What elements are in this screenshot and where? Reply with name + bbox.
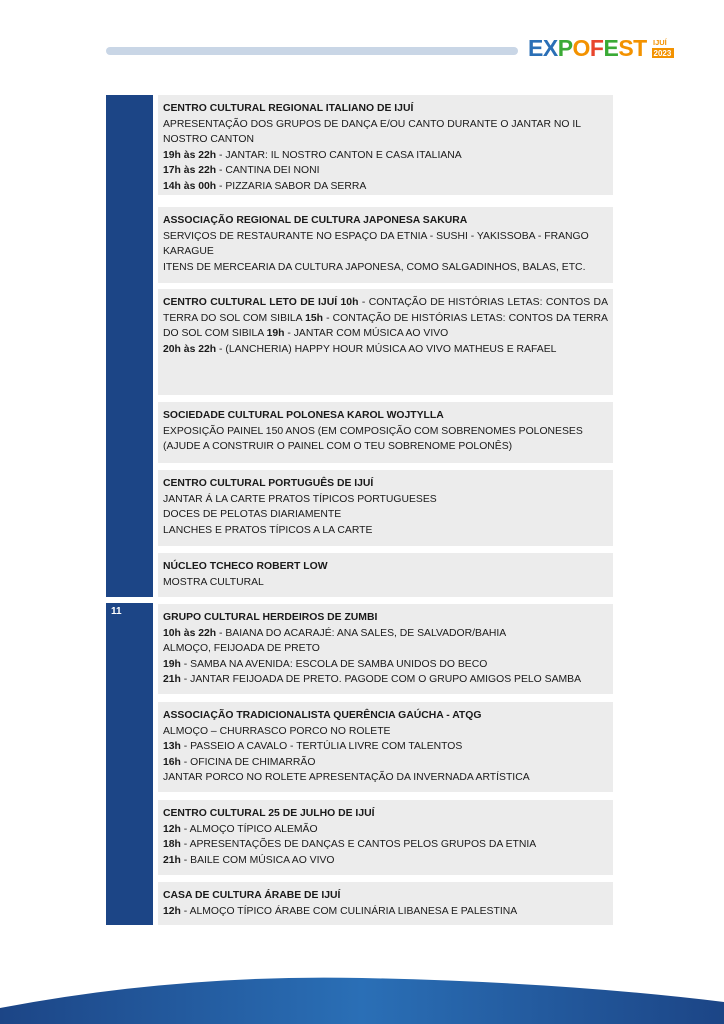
event-title: GRUPO CULTURAL HERDEIROS DE ZUMBI [163,612,378,623]
event-item [163,904,608,920]
event-time: 14h às 00h [163,180,217,192]
event-text: MOSTRA CULTURAL [163,576,264,588]
event-title: CENTRO CULTURAL REGIONAL ITALIANO DE IJUÍ [163,103,414,114]
event-time: 12h [163,823,181,835]
event-text: JANTAR PORCO NO ROLETE APRESENTAÇÃO DA INVERNADA ARTÍSTICA [163,772,530,784]
event-time: 16h [163,756,181,768]
day-label: 11 [111,606,122,617]
event-item [163,657,608,673]
event-item [163,739,608,755]
header-rule [106,47,518,55]
event-desc: - (LANCHERIA) HAPPY HOUR MÚSICA AO VIVO MATHEUS E RAFAEL [216,343,557,355]
event-time: 10h [340,297,359,308]
event-card [158,702,613,792]
event-time: 21h [163,674,181,686]
event-title: CASA DE CULTURA ÁRABE DE IJUÍ [163,890,341,901]
event-text: ALMOÇO, FEIJOADA DE PRETO [163,643,320,655]
event-desc: - APRESENTAÇÕES DE DANÇAS E CANTOS PELOS GRUPOS DA ETNIA [180,839,537,851]
event-card [158,207,613,283]
event-body [163,295,608,357]
day-column-2 [106,603,153,925]
event-item [163,837,608,853]
event-title: ASSOCIAÇÃO TRADICIONALISTA QUERÊNCIA GAÚCHA - ATQG [163,710,482,721]
event-time: 20h às 22h [163,343,217,355]
event-card [158,95,613,195]
event-text: APRESENTAÇÃO DOS GRUPOS DE DANÇA E/OU CANTO DURANTE O JANTAR NO IL NOSTRO CANTON [163,118,581,146]
event-card [158,470,613,546]
event-title: CENTRO CULTURAL LETO DE IJUÍ [163,297,338,308]
event-item [163,179,608,195]
event-desc: - OFICINA DE CHIMARRÃO [180,756,316,768]
svg-text:IJUÍ: IJUÍ [653,38,667,47]
event-text: LANCHES E PRATOS TÍPICOS A LA CARTE [163,524,373,536]
event-item [163,148,608,164]
event-desc: - BAIANA DO ACARAJÉ: ANA SALES, DE SALVADOR/BAHIA [216,627,507,639]
event-desc: - JANTAR: IL NOSTRO CANTON E CASA ITALIANA [216,149,462,161]
expofest-logo-graphic [528,28,678,68]
event-title: CENTRO CULTURAL PORTUGUÊS DE IJUÍ [163,478,374,489]
event-desc: - PASSEIO A CAVALO - TERTÚLIA LIVRE COM TALENTOS [180,741,463,753]
event-desc: - CONTAÇÃO DE HISTÓRIAS LETAS: CONTOS DA TERRA DO SOL COM SIBILA [163,312,608,340]
event-item [163,853,608,869]
event-title: CENTRO CULTURAL 25 DE JULHO DE IJUÍ [163,808,375,819]
event-card [158,882,613,925]
event-time: 10h às 22h [163,627,217,639]
event-card [158,289,613,395]
event-desc: - ALMOÇO TÍPICO ÁRABE COM CULINÁRIA LIBANESA E PALESTINA [180,905,518,917]
event-card [158,800,613,875]
event-card [158,604,613,694]
event-card [158,553,613,597]
event-text: SERVIÇOS DE RESTAURANTE NO ESPAÇO DA ETNIA - SUSHI - YAKISSOBA - FRANGO KARAGUE [163,230,589,258]
event-text: ALMOÇO – CHURRASCO PORCO NO ROLETE [163,725,391,737]
event-time: 18h [163,839,181,851]
footer-wave [0,968,724,1024]
event-text: EXPOSIÇÃO PAINEL 150 ANOS (EM COMPOSIÇÃO COM SOBRENOMES POLONESES (AJUDE A CONSTRUIR O PAINEL COM O TEU SOBRENOME POLONÊS) [163,425,583,453]
event-desc: - JANTAR COM MÚSICA AO VIVO [284,328,449,340]
svg-text:EXPOFEST: EXPOFEST [528,35,647,61]
event-desc: - PIZZARIA SABOR DA SERRA [216,180,367,192]
event-item [163,626,608,642]
event-text: ITENS DE MERCEARIA DA CULTURA JAPONESA, COMO SALGADINHOS, BALAS, ETC. [163,261,586,273]
event-text: JANTAR Á LA CARTE PRATOS TÍPICOS PORTUGUESES [163,493,437,505]
event-desc: - ALMOÇO TÍPICO ALEMÃO [180,823,318,835]
event-title: ASSOCIAÇÃO REGIONAL DE CULTURA JAPONESA SAKURA [163,215,468,226]
event-desc: - CANTINA DEI NONI [216,165,320,177]
event-item [163,822,608,838]
event-time: 19h às 22h [163,149,217,161]
event-desc: - JANTAR FEIJOADA DE PRETO. PAGODE COM O GRUPO AMIGOS PELO SAMBA [180,674,582,686]
event-time: 17h às 22h [163,165,217,177]
event-time: 15h [305,312,324,324]
event-item [163,755,608,771]
event-desc: - BAILE COM MÚSICA AO VIVO [180,854,335,866]
event-item [163,163,608,179]
event-title: SOCIEDADE CULTURAL POLONESA KAROL WOJTYLLA [163,410,444,421]
event-desc: - CONTAÇÃO DE HISTÓRIAS LETAS: CONTOS DA TERRA DO SOL COM SIBILA [163,297,608,324]
day-column-1 [106,95,153,597]
svg-text:2023: 2023 [653,49,672,58]
event-desc: - SAMBA NA AVENIDA: ESCOLA DE SAMBA UNIDOS DO BECO [180,658,488,670]
event-time: 19h [266,328,285,340]
event-item [163,672,608,688]
event-card [158,402,613,463]
event-time: 12h [163,905,181,917]
event-time: 19h [163,658,181,670]
event-title: NÚCLEO TCHECO ROBERT LOW [163,561,328,572]
expofest-logo [528,28,678,68]
event-time: 21h [163,854,181,866]
event-text: DOCES DE PELOTAS DIARIAMENTE [163,509,342,521]
event-time: 13h [163,741,181,753]
